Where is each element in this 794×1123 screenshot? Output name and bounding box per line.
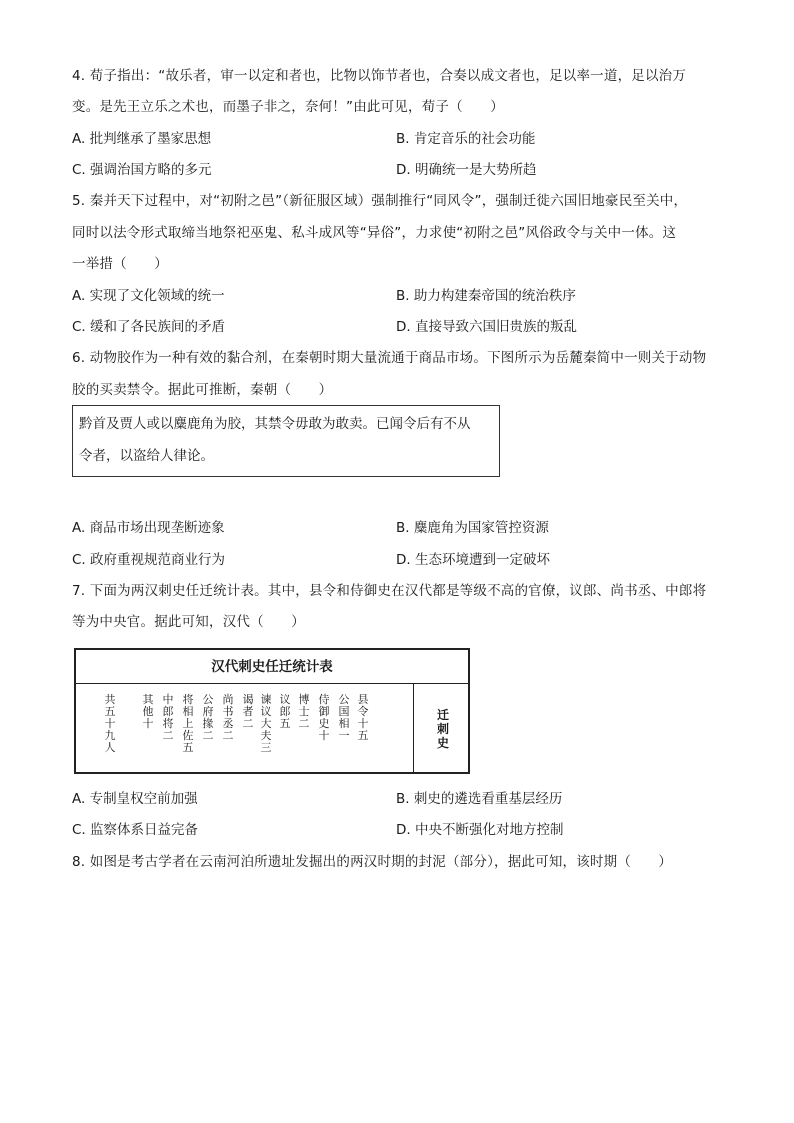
q4-option-c: C. 强调治国方略的多元 [72,162,212,178]
q6-option-a: A. 商品市场出现垄断迹象 [72,520,225,536]
q7-table-col-jianyidafu: 谏议大夫三 [260,693,272,754]
q7-table-col-yezhe: 谒者二 [242,693,254,730]
q7-table-col-gongguoxiang: 公国相一 [338,693,350,742]
q4-stem-line-1: 4. 荀子指出：“故乐者，审一以定和者也，比物以饰节者也，合奏以成文者也，足以率一道，足以治万 [72,68,687,84]
q5-option-b: B. 助力构建秦帝国的统治秩序 [396,288,576,304]
q7-table-col-other: 其他十 [142,693,154,730]
q6-option-d: D. 生态环境遭到一定破坏 [396,552,550,568]
q7-stem-line-1: 7. 下面为两汉刺史任迁统计表。其中，县令和侍御史在汉代都是等级不高的官僚，议郎、尚书丞、中郎将 [72,583,707,599]
q6-stem-line-1: 6. 动物胶作为一种有效的黏合剂，在秦朝时期大量流通于商品市场。下图所示为岳麓秦简中一则关于动物 [72,350,707,366]
q7-option-d: D. 中央不断强化对地方控制 [396,822,564,838]
q7-stem-line-2: 等为中央官。据此可知，汉代（ ） [72,614,305,630]
q5-stem-line-3: 一举措（ ） [72,256,168,272]
q7-table-col-boshi: 博士二 [298,693,310,730]
q7-table-col-shangshucheng: 尚书丞二 [222,693,234,742]
q7-option-b: B. 刺史的遴选看重基层经历 [396,791,563,807]
q5-stem-line-1: 5. 秦并天下过程中，对“初附之邑”（新征服区域）强制推行“同风令”，强制迁徙六国旧地豪民至关中， [72,193,688,209]
q7-table-col-shiyushi: 侍御史十 [318,693,330,742]
q7-table-col-yilang: 议郎五 [279,693,291,730]
q8-stem-line-1: 8. 如图是考古学者在云南河泊所遗址发掘出的两汉时期的封泥（部分），据此可知，该时期（ ） [72,854,673,870]
q4-option-d: D. 明确统一是大势所趋 [396,162,537,178]
q7-table-col-jiangxiang: 将相上佐五 [182,693,194,754]
q5-stem-line-2: 同时以法令形式取缔当地祭祀巫鬼、私斗成风等“异俗”，力求使“初附之邑”风俗政令与关中一体。这 [72,225,677,241]
q5-option-d: D. 直接导致六国旧贵族的叛乱 [396,319,577,335]
q6-option-c: C. 政府重视规范商业行为 [72,552,226,568]
q7-table-row-header: 迁刺史 [436,708,449,750]
q4-option-a: A. 批判继承了墨家思想 [72,131,212,147]
q7-statistics-table [74,648,470,774]
q7-table-col-gongfuyuan: 公府掾二 [202,693,214,742]
q7-option-a: A. 专制皇权空前加强 [72,791,198,807]
q6-quote-line-2: 令者，以盗给人律论。 [79,448,214,464]
q7-option-c: C. 监察体系日益完备 [72,822,199,838]
q7-table-divider [413,684,414,772]
q7-table-col-xianling: 县令十五 [357,693,369,742]
q5-option-a: A. 实现了文化领域的统一 [72,288,225,304]
q6-stem-line-2: 胶的买卖禁令。据此可推断，秦朝（ ） [72,382,333,398]
q6-source-quote-box [72,405,500,477]
q6-option-b: B. 麋鹿角为国家管控资源 [396,520,549,536]
q7-table-title: 汉代刺史任迁统计表 [76,650,468,684]
q7-table-col-total: 共五十九人 [104,693,116,754]
q5-option-c: C. 缓和了各民族间的矛盾 [72,319,226,335]
q6-quote-line-1: 黔首及贾人或以麋鹿角为胶，其禁令毋敢为敢卖。已闻令后有不从 [79,416,471,432]
q7-table-col-zhonglangjiang: 中郎将二 [162,693,174,742]
q4-option-b: B. 肯定音乐的社会功能 [396,131,536,147]
q4-stem-line-2: 变。是先王立乐之术也，而墨子非之，奈何！”由此可见，荀子（ ） [72,99,504,115]
q7-table-body [76,684,468,772]
